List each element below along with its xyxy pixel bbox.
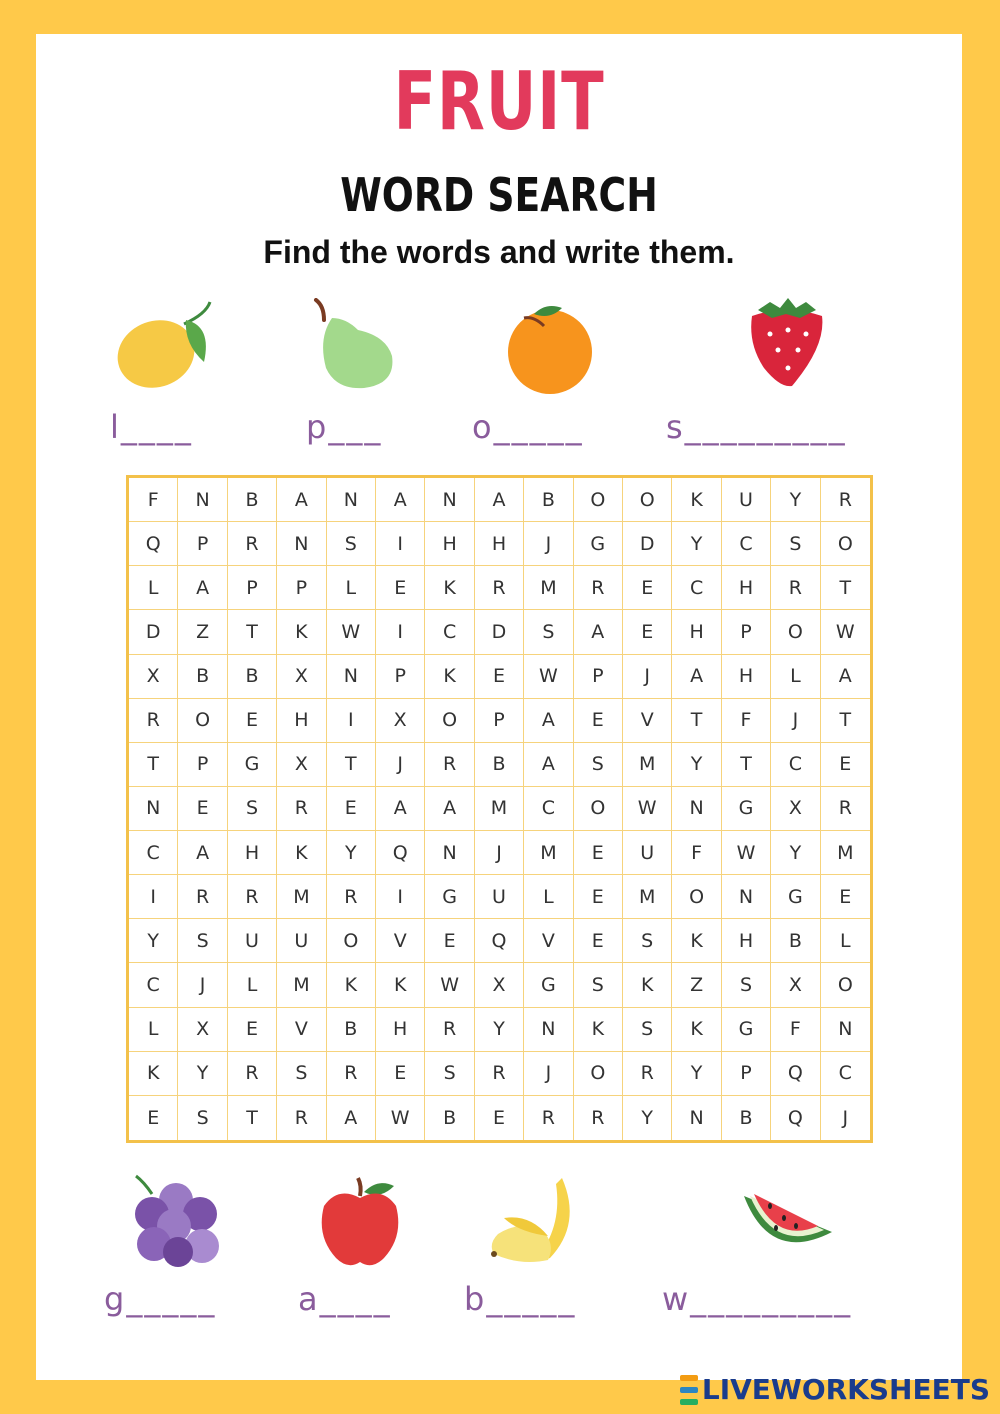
grid-cell[interactable]: G xyxy=(722,787,771,831)
grid-cell[interactable]: T xyxy=(672,699,721,743)
lemon-icon xyxy=(114,296,214,392)
grid-cell[interactable]: R xyxy=(327,1052,376,1096)
grid-cell[interactable]: E xyxy=(821,875,870,919)
blank-orange[interactable]: o_____ xyxy=(472,408,584,446)
grid-cell[interactable]: L xyxy=(327,566,376,610)
grid-cell[interactable]: S xyxy=(771,522,820,566)
blank-apple[interactable]: a____ xyxy=(298,1280,392,1318)
grid-cell[interactable]: T xyxy=(821,699,870,743)
grid-cell[interactable]: Y xyxy=(672,1052,721,1096)
grid-cell[interactable]: S xyxy=(277,1052,326,1096)
grid-cell[interactable]: G xyxy=(574,522,623,566)
grid-cell[interactable]: L xyxy=(771,655,820,699)
grid-cell[interactable]: G xyxy=(771,875,820,919)
grid-cell[interactable]: K xyxy=(129,1052,178,1096)
subtitle: WORD SEARCH xyxy=(340,168,658,222)
grid-cell[interactable]: W xyxy=(327,610,376,654)
grid-cell[interactable]: S xyxy=(327,522,376,566)
grid-cell[interactable]: W xyxy=(722,831,771,875)
grid-cell[interactable]: A xyxy=(327,1096,376,1140)
grid-cell[interactable]: A xyxy=(524,699,573,743)
grid-cell[interactable]: P xyxy=(722,610,771,654)
grid-cell[interactable]: J xyxy=(475,831,524,875)
grid-cell[interactable]: K xyxy=(376,963,425,1007)
grid-cell[interactable]: V xyxy=(623,699,672,743)
grid-cell[interactable]: F xyxy=(722,699,771,743)
blank-lemon[interactable]: l____ xyxy=(110,408,193,446)
grid-cell[interactable]: B xyxy=(327,1008,376,1052)
grid-cell[interactable]: N xyxy=(129,787,178,831)
grid-cell[interactable]: B xyxy=(722,1096,771,1140)
grid-cell[interactable]: H xyxy=(277,699,326,743)
grid-cell[interactable]: K xyxy=(425,655,474,699)
grid-cell[interactable]: N xyxy=(277,522,326,566)
instruction: Find the words and write them. xyxy=(263,234,735,270)
grid-cell[interactable]: T xyxy=(228,610,277,654)
grid-cell[interactable]: S xyxy=(425,1052,474,1096)
grid-cell[interactable]: R xyxy=(524,1096,573,1140)
grid-cell[interactable]: R xyxy=(178,875,227,919)
orange-icon xyxy=(504,300,596,396)
grid-cell[interactable]: B xyxy=(228,478,277,522)
brand-name: LIVEWORKSHEETS xyxy=(701,1373,990,1406)
blank-grapes[interactable]: g_____ xyxy=(104,1280,217,1318)
grid-cell[interactable]: R xyxy=(228,1052,277,1096)
grid-cell[interactable]: R xyxy=(771,566,820,610)
grid-cell[interactable]: O xyxy=(425,699,474,743)
grid-cell[interactable]: R xyxy=(623,1052,672,1096)
grid-cell[interactable]: L xyxy=(129,566,178,610)
grid-cell[interactable]: D xyxy=(623,522,672,566)
grid-cell[interactable]: T xyxy=(129,743,178,787)
grid-cell[interactable]: Y xyxy=(178,1052,227,1096)
grid-cell[interactable]: S xyxy=(574,963,623,1007)
grid-cell[interactable]: C xyxy=(129,963,178,1007)
grid-cell[interactable]: O xyxy=(574,478,623,522)
grid-cell[interactable]: V xyxy=(277,1008,326,1052)
grid-cell[interactable]: R xyxy=(228,875,277,919)
grid-cell[interactable]: P xyxy=(178,522,227,566)
grid-cell[interactable]: I xyxy=(376,610,425,654)
grid-cell[interactable]: J xyxy=(771,699,820,743)
grid-cell[interactable]: H xyxy=(228,831,277,875)
grid-cell[interactable]: Y xyxy=(771,831,820,875)
grid-cell[interactable]: K xyxy=(425,566,474,610)
grid-cell[interactable]: Q xyxy=(376,831,425,875)
grid-cell[interactable]: A xyxy=(821,655,870,699)
grid-cell[interactable]: W xyxy=(623,787,672,831)
grid-cell[interactable]: W xyxy=(425,963,474,1007)
grid-cell[interactable]: K xyxy=(574,1008,623,1052)
grid-cell[interactable]: B xyxy=(178,655,227,699)
grid-cell[interactable]: R xyxy=(475,566,524,610)
grid-cell[interactable]: H xyxy=(672,610,721,654)
grid-cell[interactable]: E xyxy=(129,1096,178,1140)
grid-cell[interactable]: X xyxy=(129,655,178,699)
grid-cell[interactable]: P xyxy=(178,743,227,787)
grid-cell[interactable]: Y xyxy=(623,1096,672,1140)
grid-cell[interactable]: Z xyxy=(672,963,721,1007)
grid-cell[interactable]: X xyxy=(475,963,524,1007)
grid-cell[interactable]: N xyxy=(672,787,721,831)
grid-cell[interactable]: U xyxy=(228,919,277,963)
grid-cell[interactable]: A xyxy=(178,566,227,610)
grid-cell[interactable]: C xyxy=(771,743,820,787)
grid-cell[interactable]: G xyxy=(425,875,474,919)
grid-cell[interactable]: Q xyxy=(771,1096,820,1140)
grid-cell[interactable]: S xyxy=(178,919,227,963)
grid-cell[interactable]: E xyxy=(574,919,623,963)
grid-cell[interactable]: S xyxy=(574,743,623,787)
grid-cell[interactable]: E xyxy=(327,787,376,831)
grapes-icon xyxy=(130,1172,226,1268)
grid-cell[interactable]: S xyxy=(178,1096,227,1140)
grid-cell[interactable]: H xyxy=(722,566,771,610)
grid-cell[interactable]: K xyxy=(327,963,376,1007)
grid-cell[interactable]: G xyxy=(722,1008,771,1052)
grid-cell[interactable]: E xyxy=(574,699,623,743)
grid-cell[interactable]: P xyxy=(475,699,524,743)
grid-cell[interactable]: O xyxy=(327,919,376,963)
grid-cell[interactable]: P xyxy=(228,566,277,610)
grid-cell[interactable]: X xyxy=(277,655,326,699)
grid-cell[interactable]: Y xyxy=(129,919,178,963)
grid-cell[interactable]: H xyxy=(376,1008,425,1052)
grid-cell[interactable]: X xyxy=(376,699,425,743)
grid-cell[interactable]: V xyxy=(376,919,425,963)
grid-cell[interactable]: A xyxy=(376,787,425,831)
grid-cell[interactable]: L xyxy=(524,875,573,919)
blank-banana[interactable]: b_____ xyxy=(464,1280,577,1318)
grid-cell[interactable]: V xyxy=(524,919,573,963)
grid-cell[interactable]: J xyxy=(178,963,227,1007)
grid-cell[interactable]: J xyxy=(842,1106,849,1129)
grid-cell[interactable]: W xyxy=(821,610,870,654)
grid-cell[interactable]: A xyxy=(672,655,721,699)
grid-cell[interactable]: S xyxy=(722,963,771,1007)
grid-cell[interactable]: E xyxy=(376,1052,425,1096)
grid-cell[interactable]: N xyxy=(425,831,474,875)
grid-cell[interactable]: F xyxy=(672,831,721,875)
banana-icon xyxy=(490,1174,582,1270)
grid-cell[interactable]: T xyxy=(722,743,771,787)
grid-cell[interactable]: O xyxy=(821,522,870,566)
worksheet xyxy=(36,34,962,1380)
grid-cell[interactable]: M xyxy=(524,566,573,610)
grid-cell[interactable]: R xyxy=(277,787,326,831)
grid-cell[interactable]: P xyxy=(376,655,425,699)
grid-cell[interactable]: R xyxy=(475,1052,524,1096)
grid-cell[interactable]: M xyxy=(277,963,326,1007)
grid-cell[interactable]: U xyxy=(475,875,524,919)
grid-cell[interactable]: B xyxy=(524,478,573,522)
grid-cell[interactable]: A xyxy=(574,610,623,654)
grid-cell[interactable]: M xyxy=(277,875,326,919)
grid-cell[interactable]: R xyxy=(425,743,474,787)
grid-cell[interactable]: P xyxy=(277,566,326,610)
grid-cell[interactable]: C xyxy=(722,522,771,566)
grid-cell[interactable]: W xyxy=(524,655,573,699)
grid-cell[interactable]: B xyxy=(771,919,820,963)
grid-cell[interactable]: X xyxy=(771,787,820,831)
grid-cell[interactable]: J xyxy=(376,743,425,787)
grid-cell[interactable]: E xyxy=(425,919,474,963)
grid-cell[interactable]: R xyxy=(821,478,870,522)
grid-cell[interactable]: Y xyxy=(771,478,820,522)
blank-strawberry[interactable]: s_________ xyxy=(666,408,847,446)
grid-cell[interactable]: E xyxy=(821,743,870,787)
grid-cell[interactable]: J xyxy=(623,655,672,699)
grid-cell[interactable]: A xyxy=(425,787,474,831)
grid-cell[interactable]: N xyxy=(524,1008,573,1052)
grid-cell[interactable]: I xyxy=(129,875,178,919)
grid-cell[interactable]: N xyxy=(821,1008,870,1052)
grid-cell[interactable]: F xyxy=(129,478,178,522)
grid-cell[interactable]: Y xyxy=(672,743,721,787)
grid-cell[interactable]: E xyxy=(574,831,623,875)
grid-cell[interactable]: M xyxy=(623,743,672,787)
grid-cell[interactable]: M xyxy=(524,831,573,875)
grid-cell[interactable]: Z xyxy=(178,610,227,654)
grid-cell[interactable]: S xyxy=(623,919,672,963)
grid-cell[interactable]: C xyxy=(129,831,178,875)
grid-cell[interactable]: I xyxy=(327,699,376,743)
grid-cell[interactable]: A xyxy=(475,478,524,522)
grid-cell[interactable]: R xyxy=(228,522,277,566)
grid-cell[interactable]: F xyxy=(771,1008,820,1052)
grid-cell[interactable]: R xyxy=(277,1096,326,1140)
grid-cell[interactable]: B xyxy=(228,655,277,699)
grid-cell[interactable]: R xyxy=(425,1008,474,1052)
grid-cell[interactable]: B xyxy=(475,743,524,787)
grid-cell[interactable]: M xyxy=(475,787,524,831)
grid-cell[interactable]: E xyxy=(178,787,227,831)
grid-cell[interactable]: A xyxy=(277,478,326,522)
grid-cell[interactable]: N xyxy=(178,478,227,522)
grid-cell[interactable]: S xyxy=(524,610,573,654)
grid-cell[interactable]: L xyxy=(821,919,870,963)
grid-cell[interactable]: J xyxy=(524,522,573,566)
grid-cell[interactable]: K xyxy=(277,831,326,875)
grid-cell[interactable]: E xyxy=(623,610,672,654)
grid-cell[interactable]: E xyxy=(376,566,425,610)
word-search-grid[interactable] xyxy=(126,475,873,1143)
grid-cell[interactable]: Y xyxy=(327,831,376,875)
grid-cell[interactable]: A xyxy=(524,743,573,787)
grid-cell[interactable]: D xyxy=(475,610,524,654)
grid-cell[interactable]: D xyxy=(129,610,178,654)
grid-cell[interactable]: K xyxy=(672,1008,721,1052)
pear-icon xyxy=(312,298,398,390)
grid-cell[interactable]: Y xyxy=(672,522,721,566)
grid-cell[interactable]: Q xyxy=(129,522,178,566)
grid-cell[interactable]: N xyxy=(327,655,376,699)
grid-cell[interactable]: T xyxy=(228,1096,277,1140)
brand-logo xyxy=(680,1373,990,1406)
grid-cell[interactable]: L xyxy=(228,963,277,1007)
grid-cell[interactable]: E xyxy=(574,875,623,919)
grid-cell[interactable]: O xyxy=(821,963,870,1007)
grid-cell[interactable]: S xyxy=(623,1008,672,1052)
grid-cell[interactable]: X xyxy=(178,1008,227,1052)
grid-cell[interactable]: O xyxy=(574,787,623,831)
grid-cell[interactable]: O xyxy=(178,699,227,743)
grid-cell[interactable]: U xyxy=(623,831,672,875)
grid-cell[interactable]: E xyxy=(228,699,277,743)
watermelon-icon xyxy=(740,1182,836,1260)
grid-cell[interactable]: N xyxy=(327,478,376,522)
grid-cell[interactable]: A xyxy=(376,478,425,522)
grid-cell[interactable]: H xyxy=(475,522,524,566)
grid-cell[interactable]: K xyxy=(672,919,721,963)
grid-cell[interactable]: P xyxy=(574,655,623,699)
grid-cell[interactable]: C xyxy=(672,566,721,610)
strawberry-icon xyxy=(746,296,828,390)
grid-cell[interactable]: O xyxy=(672,875,721,919)
grid-cell[interactable]: C xyxy=(425,610,474,654)
grid-cell[interactable]: Q xyxy=(475,919,524,963)
grid-cell[interactable]: I xyxy=(376,875,425,919)
grid-cell[interactable]: P xyxy=(722,1052,771,1096)
grid-cell[interactable]: R xyxy=(574,566,623,610)
grid-cell[interactable]: K xyxy=(623,963,672,1007)
grid-cell[interactable]: X xyxy=(771,963,820,1007)
grid-cell[interactable]: T xyxy=(821,566,870,610)
grid-cell[interactable]: R xyxy=(327,875,376,919)
grid-cell[interactable]: K xyxy=(672,478,721,522)
grid-cell[interactable]: E xyxy=(228,1008,277,1052)
grid-cell[interactable]: N xyxy=(722,875,771,919)
grid-cell[interactable]: N xyxy=(672,1096,721,1140)
grid-cell[interactable]: B xyxy=(425,1096,474,1140)
grid-cell[interactable]: R xyxy=(821,787,870,831)
grid-cell[interactable]: O xyxy=(771,610,820,654)
grid-cell[interactable]: R xyxy=(129,699,178,743)
grid-cell[interactable]: E xyxy=(475,1096,524,1140)
grid-cell[interactable]: G xyxy=(524,963,573,1007)
grid-cell[interactable]: U xyxy=(277,919,326,963)
grid-cell[interactable]: G xyxy=(228,743,277,787)
grid-cell[interactable]: E xyxy=(475,655,524,699)
grid-cell[interactable]: M xyxy=(821,831,870,875)
blank-pear[interactable]: p___ xyxy=(306,408,383,446)
grid-cell[interactable]: N xyxy=(425,478,474,522)
grid-cell[interactable]: I xyxy=(376,522,425,566)
blank-watermelon[interactable]: w_________ xyxy=(662,1280,853,1318)
grid-cell[interactable]: J xyxy=(524,1052,573,1096)
grid-cell[interactable]: O xyxy=(574,1052,623,1096)
title: FRUIT xyxy=(393,55,605,148)
grid-cell[interactable]: R xyxy=(574,1096,623,1140)
grid-cell[interactable]: C xyxy=(524,787,573,831)
grid-cell[interactable]: S xyxy=(228,787,277,831)
grid-cell[interactable]: H xyxy=(722,919,771,963)
grid-cell[interactable]: X xyxy=(277,743,326,787)
grid-cell[interactable]: L xyxy=(129,1008,178,1052)
grid-cell[interactable]: E xyxy=(623,566,672,610)
liveworksheets-logo-icon xyxy=(680,1375,698,1405)
grid-cell[interactable]: W xyxy=(376,1096,425,1140)
grid-cell[interactable]: Y xyxy=(475,1008,524,1052)
grid-cell[interactable]: A xyxy=(178,831,227,875)
grid-cell[interactable]: C xyxy=(821,1052,870,1096)
grid-cell[interactable]: O xyxy=(623,478,672,522)
grid-cell[interactable]: H xyxy=(425,522,474,566)
apple-icon xyxy=(318,1172,402,1270)
grid-cell[interactable]: Q xyxy=(771,1052,820,1096)
grid-cell[interactable]: U xyxy=(722,478,771,522)
grid-cell[interactable]: M xyxy=(623,875,672,919)
grid-cell[interactable]: T xyxy=(327,743,376,787)
grid-cell[interactable]: H xyxy=(722,655,771,699)
grid-cell[interactable]: K xyxy=(277,610,326,654)
